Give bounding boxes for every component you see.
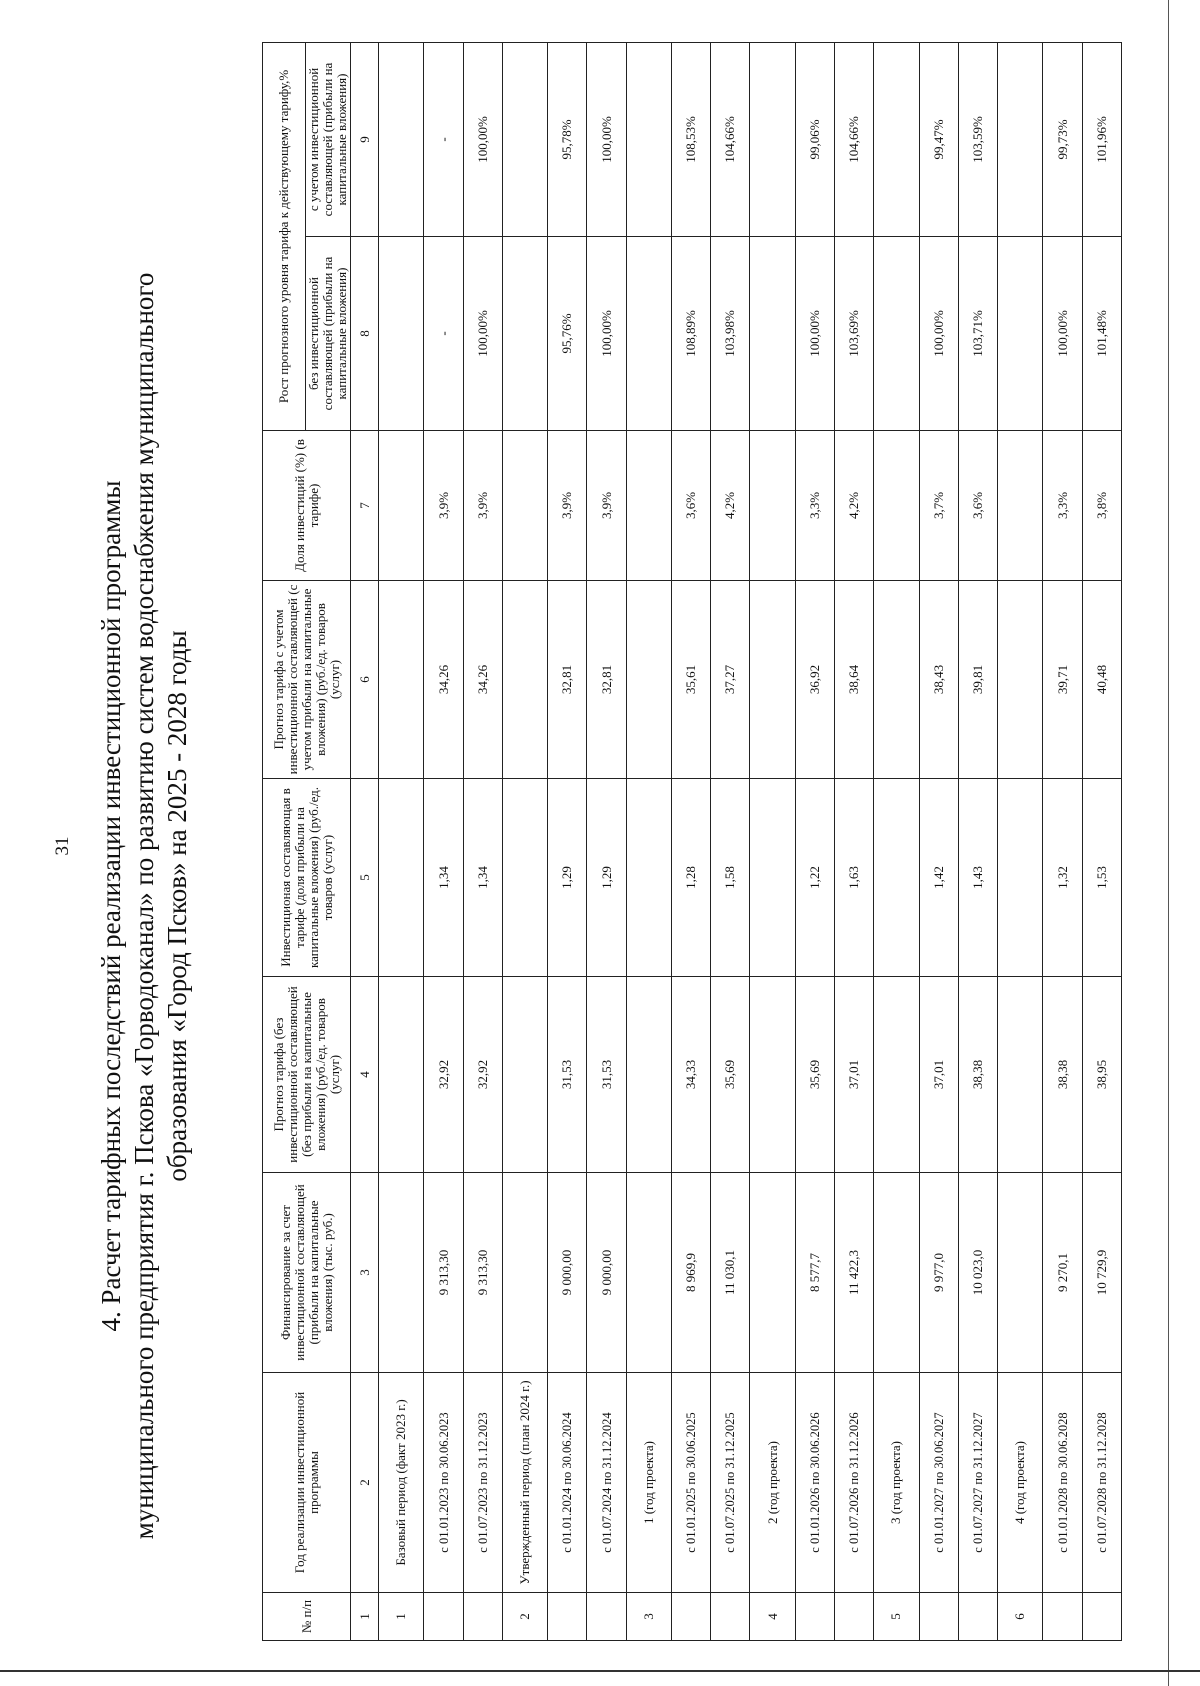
table-row (587, 42, 626, 1640)
column-number: 7 (351, 431, 379, 581)
tariff-without-investment-cell: 37,01 (919, 977, 958, 1173)
financing-cell: 11 030,1 (711, 1173, 750, 1373)
financing-cell: 8 577,7 (795, 1173, 834, 1373)
tariff-without-investment-cell: 31,53 (587, 977, 626, 1173)
empty-cell (502, 1173, 547, 1373)
empty-cell (672, 1593, 711, 1641)
empty-cell (835, 1593, 874, 1641)
period-cell: с 01.07.2023 по 31.12.2023 (463, 1373, 502, 1593)
empty-cell (711, 1593, 750, 1641)
tariff-without-investment-cell: 32,92 (463, 977, 502, 1173)
period-cell: с 01.07.2028 по 31.12.2028 (1082, 1373, 1121, 1593)
tariff-with-investment-cell: 38,43 (919, 581, 958, 779)
investment-share-cell: 3,9% (424, 431, 463, 581)
period-cell: с 01.01.2028 по 30.06.2028 (1043, 1373, 1082, 1593)
empty-cell (874, 977, 919, 1173)
growth-without-investment-cell: 103,98% (711, 237, 750, 431)
tariff-without-investment-cell: 35,69 (711, 977, 750, 1173)
period-cell: с 01.01.2026 по 30.06.2026 (795, 1373, 834, 1593)
empty-cell (379, 1173, 424, 1373)
empty-cell (874, 431, 919, 581)
empty-cell (750, 42, 795, 236)
empty-cell (502, 581, 547, 779)
column-numbers-row (351, 42, 379, 1640)
investment-share-cell: 3,6% (672, 431, 711, 581)
column-number: 5 (351, 779, 379, 977)
empty-cell (997, 977, 1042, 1173)
investment-component-cell: 1,34 (424, 779, 463, 977)
column-number: 6 (351, 581, 379, 779)
empty-cell (750, 1173, 795, 1373)
empty-cell (548, 1593, 587, 1641)
tariff-with-investment-cell: 34,26 (424, 581, 463, 779)
header-investment-share: Доля инвестиций (%) (в тарифе) (263, 431, 351, 581)
growth-without-investment-cell: 103,71% (958, 237, 997, 431)
empty-cell (750, 237, 795, 431)
table-row (1043, 42, 1082, 1640)
table-row (548, 42, 587, 1640)
empty-cell (502, 42, 547, 236)
empty-cell (958, 1593, 997, 1641)
tariff-without-investment-cell: 32,92 (424, 977, 463, 1173)
header-growth-group: Рост прогнозного уровня тарифа к действующему тарифу,% (263, 42, 306, 430)
empty-cell (997, 1173, 1042, 1373)
empty-cell (750, 779, 795, 977)
period-cell: с 01.07.2027 по 31.12.2027 (958, 1373, 997, 1593)
page-number: 31 (52, 836, 73, 856)
growth-without-investment-cell: 101,48% (1082, 237, 1121, 431)
growth-without-investment-cell: 95,76% (548, 237, 587, 431)
growth-with-investment-cell: 104,66% (711, 42, 750, 236)
empty-cell (874, 779, 919, 977)
tariff-without-investment-cell: 34,33 (672, 977, 711, 1173)
row-number: 6 (997, 1593, 1042, 1641)
growth-without-investment-cell: 100,00% (795, 237, 834, 431)
empty-cell (874, 581, 919, 779)
empty-cell (874, 237, 919, 431)
empty-cell (379, 42, 424, 236)
period-cell: с 01.01.2027 по 30.06.2027 (919, 1373, 958, 1593)
empty-cell (379, 237, 424, 431)
tariff-with-investment-cell: 38,64 (835, 581, 874, 779)
investment-component-cell: 1,53 (1082, 779, 1121, 977)
tariff-with-investment-cell: 40,48 (1082, 581, 1121, 779)
investment-share-cell: 4,2% (835, 431, 874, 581)
group-label: 4 (год проекта) (997, 1373, 1042, 1593)
row-number: 1 (379, 1593, 424, 1641)
empty-cell (424, 1593, 463, 1641)
empty-cell (919, 1593, 958, 1641)
empty-cell (626, 1173, 671, 1373)
period-cell: с 01.07.2025 по 31.12.2025 (711, 1373, 750, 1593)
empty-cell (997, 581, 1042, 779)
header-tariff-with-investment: Прогноз тарифа с учетом инвестиционной составляющей (с учетом прибыли на капитальные вложения) (руб./ед. товаров (услуг) (263, 581, 351, 779)
investment-component-cell: 1,32 (1043, 779, 1082, 977)
empty-cell (502, 779, 547, 977)
tariff-without-investment-cell: 38,95 (1082, 977, 1121, 1173)
tariff-without-investment-cell: 37,01 (835, 977, 874, 1173)
tariff-without-investment-cell: 38,38 (958, 977, 997, 1173)
header-growth-with-investment: с учетом инвестиционной составляющей (прибыли на капитальные вложения) (306, 42, 351, 236)
financing-cell: 10 023,0 (958, 1173, 997, 1373)
column-number: 9 (351, 42, 379, 236)
table-row (795, 42, 834, 1640)
header-number: № п/п (263, 1593, 351, 1641)
column-number: 2 (351, 1373, 379, 1593)
financing-cell: 10 729,9 (1082, 1173, 1121, 1373)
tariff-with-investment-cell: 34,26 (463, 581, 502, 779)
tariff-with-investment-cell: 32,81 (548, 581, 587, 779)
empty-cell (626, 237, 671, 431)
investment-component-cell: 1,63 (835, 779, 874, 977)
empty-cell (626, 42, 671, 236)
growth-without-investment-cell: 103,69% (835, 237, 874, 431)
table-row (958, 42, 997, 1640)
row-number: 4 (750, 1593, 795, 1641)
investment-component-cell: 1,22 (795, 779, 834, 977)
growth-with-investment-cell: 103,59% (958, 42, 997, 236)
period-cell: с 01.01.2025 по 30.06.2025 (672, 1373, 711, 1593)
table-group-row (626, 42, 671, 1640)
table-row (463, 42, 502, 1640)
empty-cell (379, 779, 424, 977)
growth-with-investment-cell: 99,47% (919, 42, 958, 236)
empty-cell (874, 42, 919, 236)
table-group-row (502, 42, 547, 1640)
table-group-row (379, 42, 424, 1640)
table-row (919, 42, 958, 1640)
title-line-2: муниципального предприятия г. Пскова «Горводоканал» по развитию систем водоснабжения муниципального (129, 272, 159, 1540)
empty-cell (502, 237, 547, 431)
group-label: 1 (год проекта) (626, 1373, 671, 1593)
investment-component-cell: 1,43 (958, 779, 997, 977)
empty-cell (750, 431, 795, 581)
period-cell: с 01.07.2026 по 31.12.2026 (835, 1373, 874, 1593)
growth-without-investment-cell: 100,00% (587, 237, 626, 431)
period-cell: с 01.01.2024 по 30.06.2024 (548, 1373, 587, 1593)
tariff-with-investment-cell: 39,71 (1043, 581, 1082, 779)
title-line-1: 4. Расчет тарифных последствий реализации инвестиционной программы (96, 480, 126, 1332)
empty-cell (874, 1173, 919, 1373)
empty-cell (626, 581, 671, 779)
investment-component-cell: 1,34 (463, 779, 502, 977)
empty-cell (502, 977, 547, 1173)
growth-without-investment-cell: - (424, 237, 463, 431)
investment-share-cell: 3,9% (548, 431, 587, 581)
document-title (95, 186, 194, 1626)
empty-cell (379, 977, 424, 1173)
financing-cell: 9 977,0 (919, 1173, 958, 1373)
empty-cell (997, 237, 1042, 431)
growth-with-investment-cell: 108,53% (672, 42, 711, 236)
empty-cell (997, 431, 1042, 581)
table-group-row (997, 42, 1042, 1640)
period-cell: с 01.01.2023 по 30.06.2023 (424, 1373, 463, 1593)
financing-cell: 9 270,1 (1043, 1173, 1082, 1373)
group-label: 2 (год проекта) (750, 1373, 795, 1593)
growth-with-investment-cell: 100,00% (463, 42, 502, 236)
header-growth-without-investment: без инвестиционной составляющей (прибыли на капитальные вложения) (306, 237, 351, 431)
tariff-with-investment-cell: 32,81 (587, 581, 626, 779)
investment-component-cell: 1,28 (672, 779, 711, 977)
empty-cell (795, 1593, 834, 1641)
growth-with-investment-cell: 101,96% (1082, 42, 1121, 236)
financing-cell: 8 969,9 (672, 1173, 711, 1373)
investment-share-cell: 3,6% (958, 431, 997, 581)
empty-cell (626, 779, 671, 977)
empty-cell (750, 581, 795, 779)
financing-cell: 11 422,3 (835, 1173, 874, 1373)
tariff-with-investment-cell: 35,61 (672, 581, 711, 779)
table-row (711, 42, 750, 1640)
tariff-table (262, 42, 1122, 1641)
tariff-with-investment-cell: 39,81 (958, 581, 997, 779)
table-row (424, 42, 463, 1640)
empty-cell (502, 431, 547, 581)
investment-share-cell: 3,3% (795, 431, 834, 581)
investment-share-cell: 3,9% (463, 431, 502, 581)
empty-cell (750, 977, 795, 1173)
investment-share-cell: 3,8% (1082, 431, 1121, 581)
header-tariff-without-investment: Прогноз тарифа (без инвестиционной составляющей (без прибыли на капитальные вложения) (руб./ед. товаров (услуг) (263, 977, 351, 1173)
table-row (835, 42, 874, 1640)
growth-with-investment-cell: 100,00% (587, 42, 626, 236)
empty-cell (463, 1593, 502, 1641)
header-investment-component: Инвестиционая составляющая в тарифе (доля прибыли на капитальные вложения) (руб./ед. товаров (услуг) (263, 779, 351, 977)
group-label: 3 (год проекта) (874, 1373, 919, 1593)
tariff-without-investment-cell: 38,38 (1043, 977, 1082, 1173)
group-label: Базовый период (факт 2023 г.) (379, 1373, 424, 1593)
growth-with-investment-cell: - (424, 42, 463, 236)
investment-share-cell: 4,2% (711, 431, 750, 581)
table-group-row (750, 42, 795, 1640)
group-label: Утвержденный период (план 2024 г.) (502, 1373, 547, 1593)
empty-cell (587, 1593, 626, 1641)
row-number: 5 (874, 1593, 919, 1641)
column-number: 4 (351, 977, 379, 1173)
empty-cell (1082, 1593, 1121, 1641)
growth-without-investment-cell: 100,00% (1043, 237, 1082, 431)
empty-cell (379, 581, 424, 779)
growth-with-investment-cell: 95,78% (548, 42, 587, 236)
empty-cell (626, 431, 671, 581)
growth-with-investment-cell: 99,06% (795, 42, 834, 236)
investment-share-cell: 3,3% (1043, 431, 1082, 581)
table-body (379, 42, 1122, 1640)
empty-cell (1043, 1593, 1082, 1641)
column-number: 3 (351, 1173, 379, 1373)
financing-cell: 9 313,30 (463, 1173, 502, 1373)
title-line-3: образования «Город Псков» на 2025 - 2028 годы (162, 630, 192, 1182)
row-number: 3 (626, 1593, 671, 1641)
growth-with-investment-cell: 104,66% (835, 42, 874, 236)
header-financing: Финансирование за счет инвестиционной составляющей (прибыли на капитальные вложения) (тыс. руб.) (263, 1173, 351, 1373)
empty-cell (997, 42, 1042, 236)
investment-component-cell: 1,58 (711, 779, 750, 977)
column-number: 8 (351, 237, 379, 431)
investment-share-cell: 3,7% (919, 431, 958, 581)
empty-cell (379, 431, 424, 581)
tariff-without-investment-cell: 31,53 (548, 977, 587, 1173)
financing-cell: 9 313,30 (424, 1173, 463, 1373)
investment-component-cell: 1,29 (548, 779, 587, 977)
investment-component-cell: 1,29 (587, 779, 626, 977)
investment-share-cell: 3,9% (587, 431, 626, 581)
growth-without-investment-cell: 108,89% (672, 237, 711, 431)
tariff-with-investment-cell: 37,27 (711, 581, 750, 779)
growth-without-investment-cell: 100,00% (919, 237, 958, 431)
empty-cell (997, 779, 1042, 977)
empty-cell (626, 977, 671, 1173)
column-number: 1 (351, 1593, 379, 1641)
table-row (1082, 42, 1121, 1640)
investment-component-cell: 1,42 (919, 779, 958, 977)
table-row (672, 42, 711, 1640)
table-group-row (874, 42, 919, 1640)
header-year: Год реализации инвестиционной программы (263, 1373, 351, 1593)
tariff-with-investment-cell: 36,92 (795, 581, 834, 779)
period-cell: с 01.07.2024 по 31.12.2024 (587, 1373, 626, 1593)
financing-cell: 9 000,00 (587, 1173, 626, 1373)
growth-with-investment-cell: 99,73% (1043, 42, 1082, 236)
growth-without-investment-cell: 100,00% (463, 237, 502, 431)
tariff-without-investment-cell: 35,69 (795, 977, 834, 1173)
financing-cell: 9 000,00 (548, 1173, 587, 1373)
row-number: 2 (502, 1593, 547, 1641)
